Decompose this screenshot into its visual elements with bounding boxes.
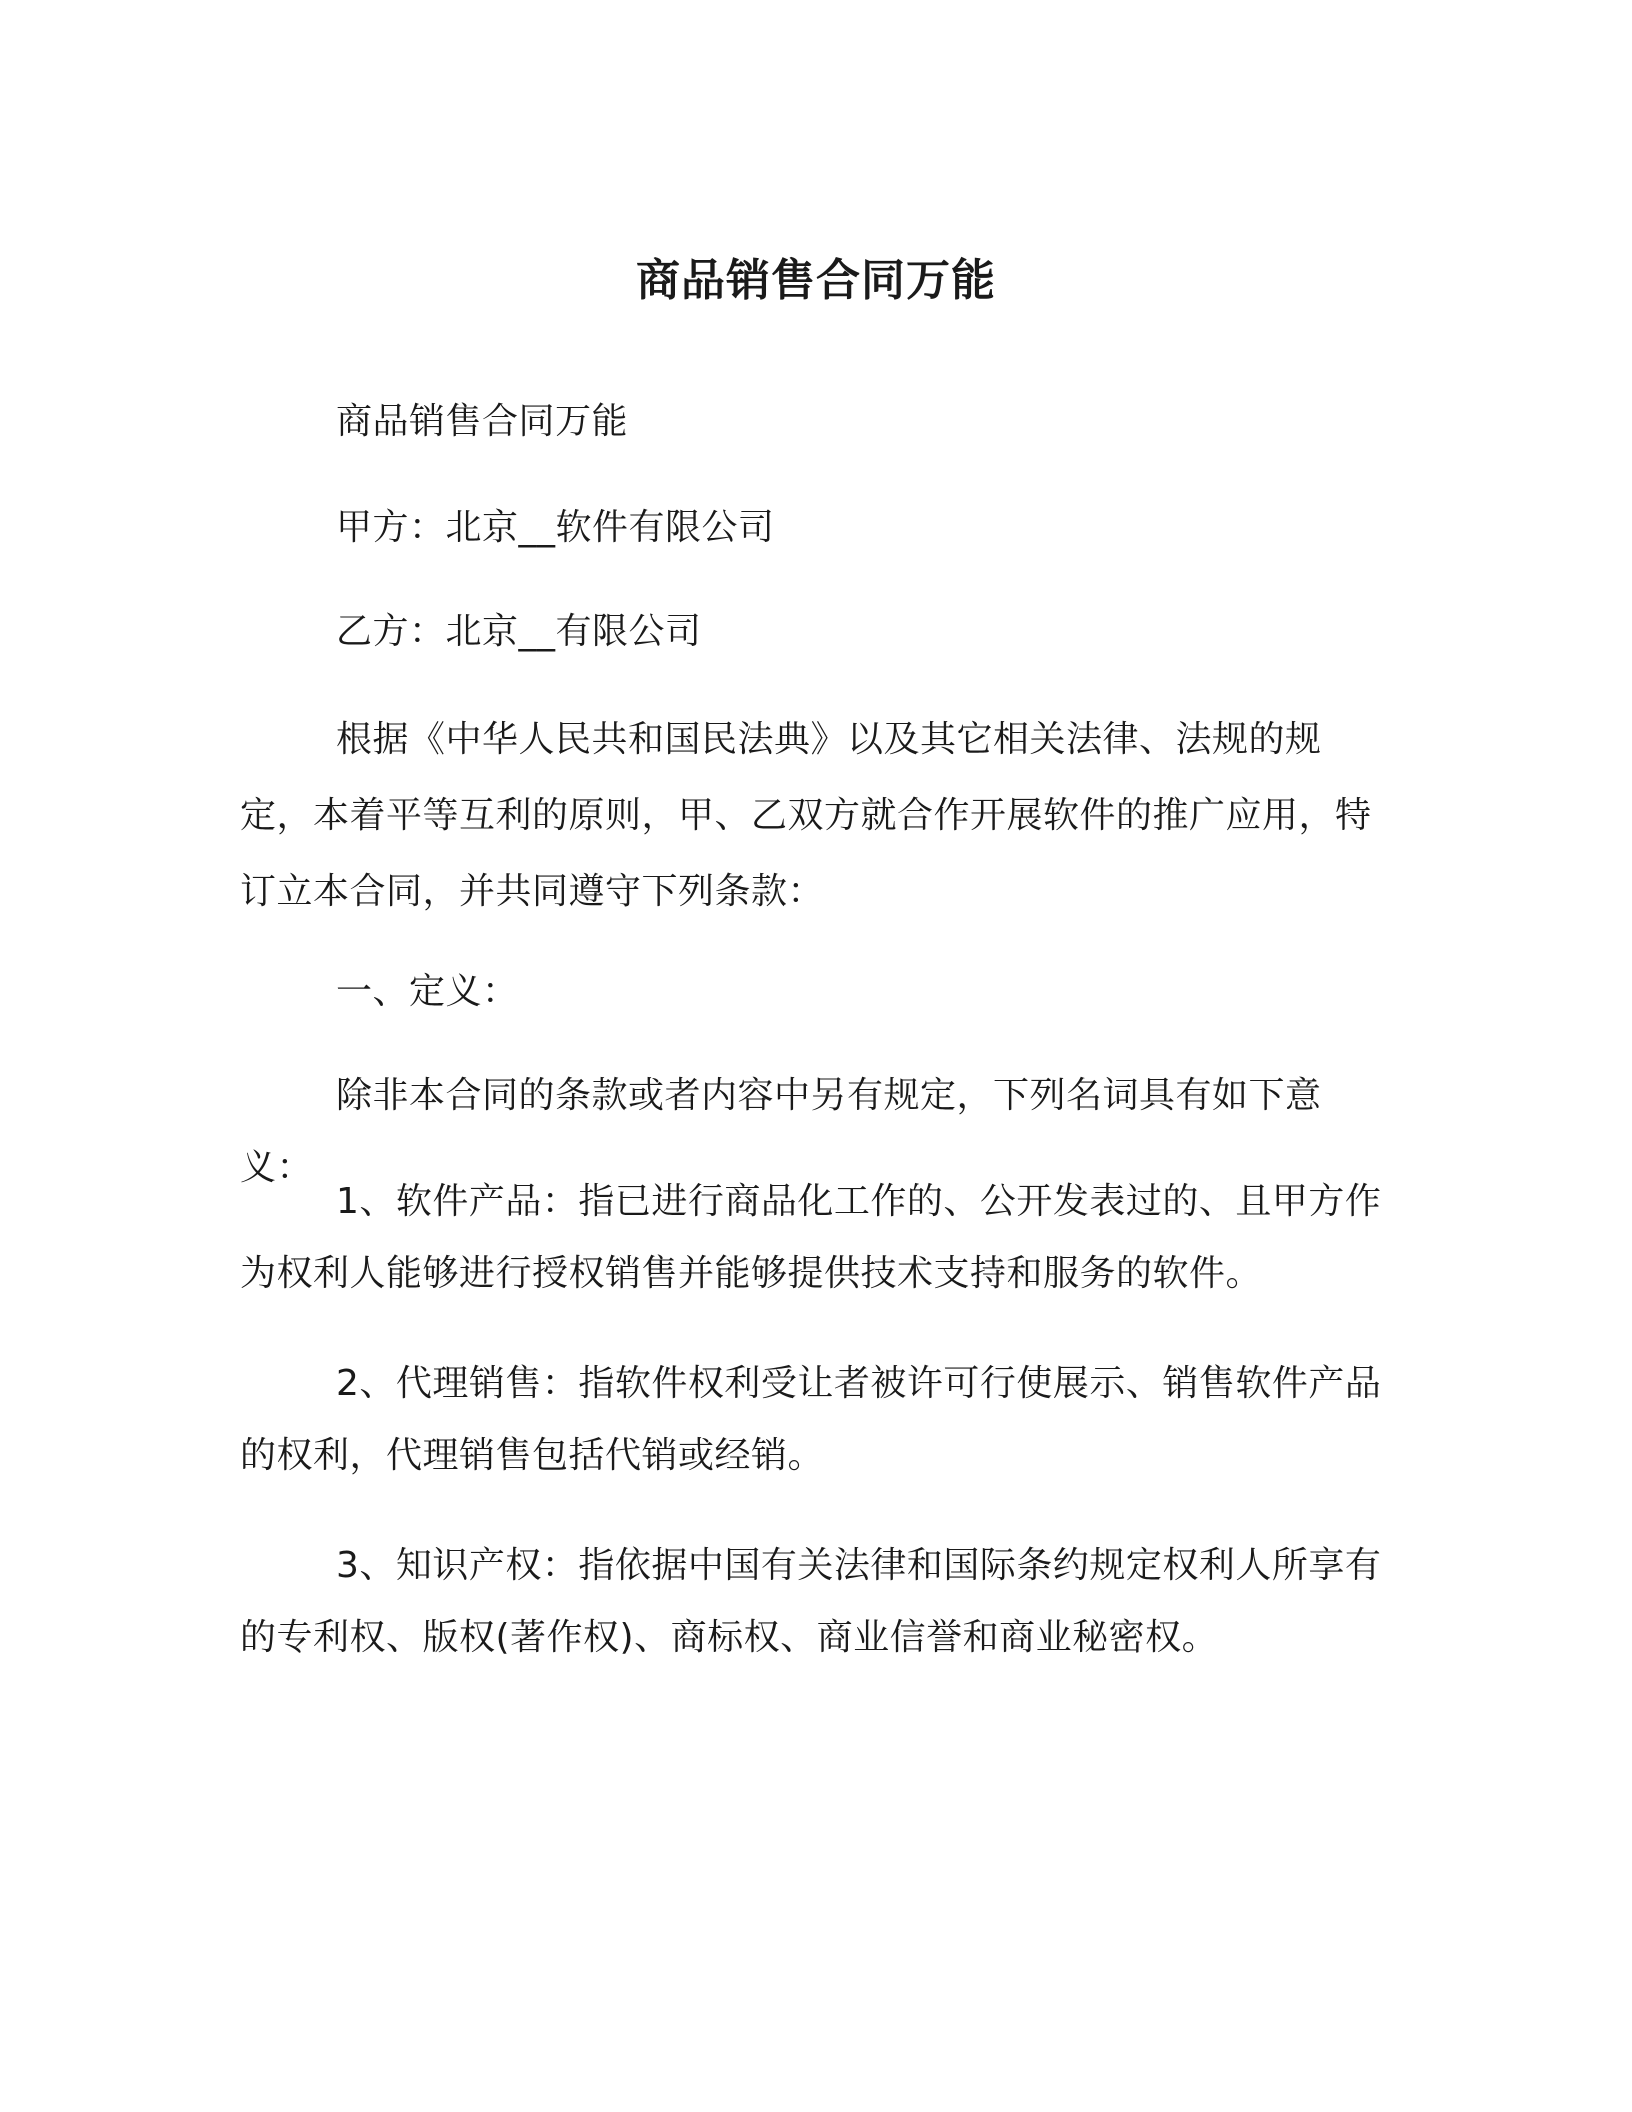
party-a-line: 甲方：北京__软件有限公司 bbox=[336, 507, 775, 548]
intro-paragraph: 根据《中华人民共和国民法典》以及其它相关法律、法规的规定，本着平等互利的原则，甲、乙双方就合作开展软件的推广应用，特订立本合同，并共同遵守下列条款： bbox=[240, 719, 1372, 912]
definition-item-agency-sales: 2、代理销售：指软件权利受让者被许可行使展示、销售软件产品的权利，代理销售包括代销或经销。 bbox=[240, 1363, 1382, 1476]
definitions-lead-paragraph: 除非本合同的条款或者内容中另有规定，下列名词具有如下意义： bbox=[240, 1075, 1322, 1188]
contract-subtitle: 商品销售合同万能 bbox=[336, 401, 629, 442]
definition-item-intellectual-property: 3、知识产权：指依据中国有关法律和国际条约规定权利人所享有的专利权、版权(著作权)、商标权、商业信誉和商业秘密权。 bbox=[240, 1545, 1382, 1658]
definition-item-software-product: 1、软件产品：指已进行商品化工作的、公开发表过的、且甲方作为权利人能够进行授权销售并能够提供技术支持和服务的软件。 bbox=[240, 1181, 1382, 1294]
party-b-line: 乙方：北京__有限公司 bbox=[336, 611, 702, 652]
document-title: 商品销售合同万能 bbox=[636, 255, 996, 307]
section-heading-definitions: 一、定义： bbox=[336, 971, 519, 1012]
